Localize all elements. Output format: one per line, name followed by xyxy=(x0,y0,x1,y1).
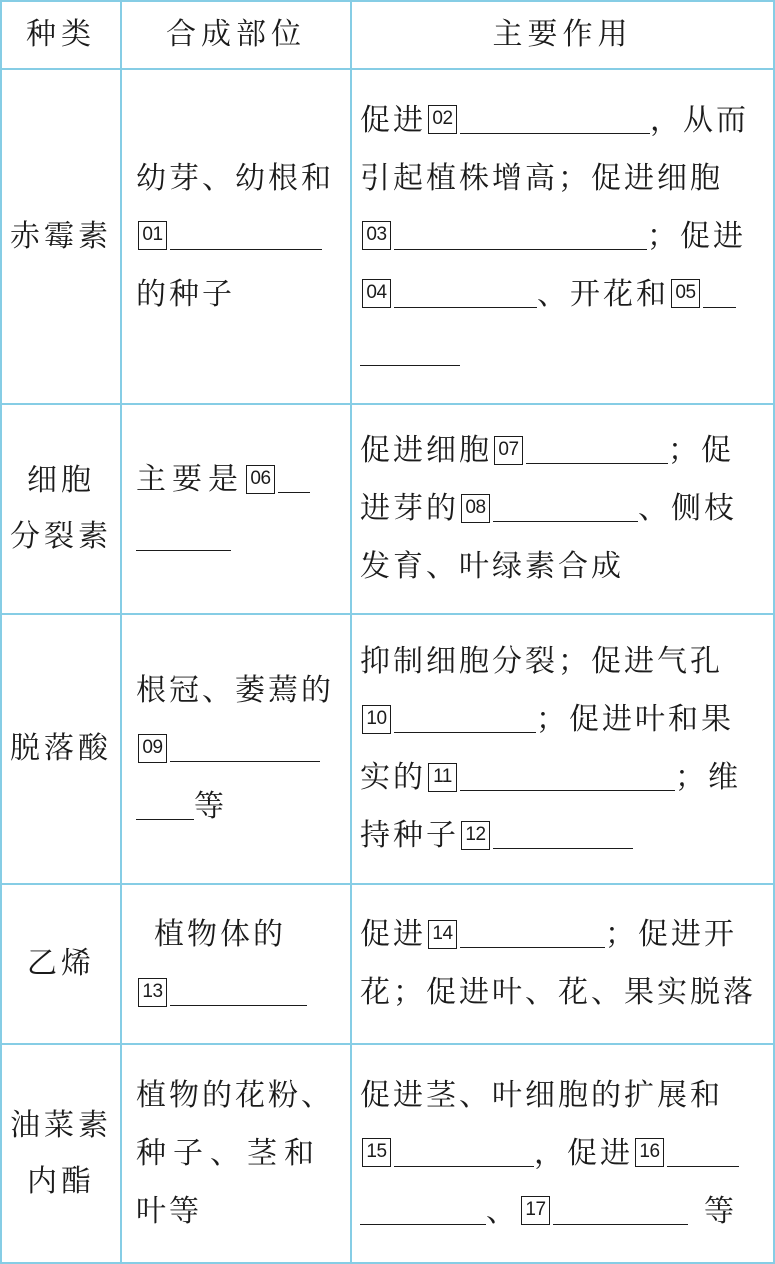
text-segment: 种子、茎和 xyxy=(136,1135,321,1171)
synthesis-site-cell xyxy=(122,1045,352,1264)
answer-blank xyxy=(170,755,320,762)
answer-blank xyxy=(136,544,231,551)
hormone-name: 脱落酸 xyxy=(10,731,112,766)
text-segment: 促进 xyxy=(360,917,426,952)
text-segment: 叶等 xyxy=(136,1193,202,1229)
text-line xyxy=(136,208,322,266)
text-line xyxy=(360,1183,737,1241)
text-line xyxy=(360,691,734,749)
blank-number-badge: 15 xyxy=(362,1138,391,1167)
text-line xyxy=(136,906,286,964)
answer-blank xyxy=(493,515,638,522)
text-line xyxy=(136,1183,202,1241)
hormone-name: 分裂素 xyxy=(10,519,112,554)
text-line xyxy=(360,633,723,691)
text-line xyxy=(136,266,235,324)
answer-blank xyxy=(394,243,647,250)
text-line xyxy=(136,778,227,836)
answer-blank xyxy=(667,1160,739,1167)
text-line xyxy=(136,1067,334,1125)
blank-number-badge: 07 xyxy=(494,436,523,465)
blank-number-badge: 08 xyxy=(461,494,490,523)
text-segment: 抑制细胞分裂；促进气孔 xyxy=(360,644,723,679)
hormone-name-cell xyxy=(2,615,122,885)
blank-number-badge: 14 xyxy=(428,920,457,949)
blank-number-badge: 16 xyxy=(635,1138,664,1167)
text-segment: ；促进 xyxy=(647,218,746,254)
hormone-name: 细胞 xyxy=(27,463,95,498)
header-effect-cell xyxy=(352,2,775,70)
text-line xyxy=(136,509,231,567)
text-line xyxy=(360,538,624,596)
answer-blank xyxy=(460,784,675,791)
text-segment: 促进细胞 xyxy=(360,433,492,468)
answer-blank xyxy=(360,1218,486,1225)
main-effect-cell xyxy=(352,615,775,885)
text-segment: ；促进叶和果 xyxy=(536,702,734,737)
header-type: 种类 xyxy=(26,17,96,52)
main-effect-cell xyxy=(352,1045,775,1264)
text-line xyxy=(136,1125,321,1183)
text-segment: 幼芽、幼根和 xyxy=(136,160,334,196)
answer-blank xyxy=(394,1160,534,1167)
answer-blank xyxy=(460,127,650,134)
text-segment: 、开花和 xyxy=(537,276,669,312)
hormone-name-cell xyxy=(2,885,122,1045)
hormone-name: 乙烯 xyxy=(27,946,95,981)
blank-number-badge: 05 xyxy=(671,279,700,308)
answer-blank xyxy=(526,457,668,464)
text-segment: ，从而 xyxy=(650,102,749,138)
text-line xyxy=(136,662,334,720)
hormone-name-cell xyxy=(2,405,122,615)
synthesis-site-cell xyxy=(122,405,352,615)
hormone-name-cell xyxy=(2,70,122,405)
blank-number-badge: 04 xyxy=(362,279,391,308)
synthesis-site-cell xyxy=(122,885,352,1045)
text-segment: 、侧枝 xyxy=(638,491,737,526)
blank-number-badge: 12 xyxy=(461,821,490,850)
text-segment: 持种子 xyxy=(360,818,459,853)
text-segment: 促进 xyxy=(360,102,426,138)
text-line xyxy=(360,1125,739,1183)
text-line xyxy=(136,451,310,509)
header-site: 合成部位 xyxy=(166,17,306,52)
blank-number-badge: 10 xyxy=(362,705,391,734)
answer-blank xyxy=(170,999,307,1006)
blank-number-badge: 06 xyxy=(246,465,275,494)
hormone-name: 赤霉素 xyxy=(10,218,112,254)
text-line xyxy=(360,422,734,480)
text-segment: ；促 xyxy=(668,433,734,468)
header-effect: 主要作用 xyxy=(492,17,633,52)
synthesis-site-cell xyxy=(122,70,352,405)
answer-blank xyxy=(460,941,605,948)
text-line xyxy=(360,92,749,150)
header-site-cell xyxy=(122,2,352,70)
answer-blank xyxy=(394,726,536,733)
text-segment: 根冠、萎蔫的 xyxy=(136,673,334,708)
hormone-name: 内酯 xyxy=(27,1163,95,1199)
answer-blank xyxy=(703,301,736,308)
answer-blank xyxy=(360,359,460,366)
hormone-name: 油菜素 xyxy=(10,1107,112,1143)
text-segment: 等 xyxy=(704,1193,737,1229)
text-line xyxy=(360,906,737,964)
main-effect-cell xyxy=(352,70,775,405)
text-line xyxy=(136,964,307,1022)
text-line xyxy=(360,480,737,538)
answer-blank xyxy=(493,842,633,849)
text-segment: 花；促进叶、花、果实脱落 xyxy=(360,975,756,1010)
text-line xyxy=(360,807,633,865)
text-segment: ；促进开 xyxy=(605,917,737,952)
text-line xyxy=(360,324,460,382)
answer-blank xyxy=(278,486,310,493)
blank-number-badge: 17 xyxy=(521,1196,550,1225)
text-line xyxy=(136,150,334,208)
main-effect-cell xyxy=(352,405,775,615)
text-segment: 促进茎、叶细胞的扩展和 xyxy=(360,1077,723,1113)
hormone-name-cell xyxy=(2,1045,122,1264)
text-segment: 、 xyxy=(486,1193,519,1229)
text-line xyxy=(136,720,320,778)
text-line xyxy=(360,208,746,266)
text-line xyxy=(360,964,756,1022)
text-segment: 植物的花粉、 xyxy=(136,1077,334,1113)
text-line xyxy=(360,1067,723,1125)
text-segment: 等 xyxy=(194,789,227,824)
text-segment: ；维 xyxy=(675,760,741,795)
header-type-cell xyxy=(2,2,122,70)
main-effect-cell xyxy=(352,885,775,1045)
answer-blank xyxy=(136,813,194,820)
blank-number-badge: 01 xyxy=(138,221,167,250)
answer-blank xyxy=(553,1218,688,1225)
text-segment: 引起植株增高；促进细胞 xyxy=(360,160,723,196)
text-segment: 实的 xyxy=(360,760,426,795)
text-segment: 的种子 xyxy=(136,276,235,312)
text-line xyxy=(360,266,736,324)
answer-blank xyxy=(170,243,322,250)
text-segment: 进芽的 xyxy=(360,491,459,526)
text-line xyxy=(360,150,723,208)
blank-number-badge: 02 xyxy=(428,105,457,134)
blank-number-badge: 13 xyxy=(138,978,167,1007)
blank-number-badge: 03 xyxy=(362,221,391,250)
blank-number-badge: 09 xyxy=(138,734,167,763)
text-segment: 发育、叶绿素合成 xyxy=(360,549,624,584)
blank-number-badge: 11 xyxy=(428,763,457,792)
synthesis-site-cell xyxy=(122,615,352,885)
text-line xyxy=(360,749,741,807)
text-segment: 植物体的 xyxy=(154,917,286,952)
text-segment: ，促进 xyxy=(534,1135,633,1171)
answer-blank xyxy=(394,301,537,308)
text-segment: 主要是 xyxy=(136,462,244,497)
